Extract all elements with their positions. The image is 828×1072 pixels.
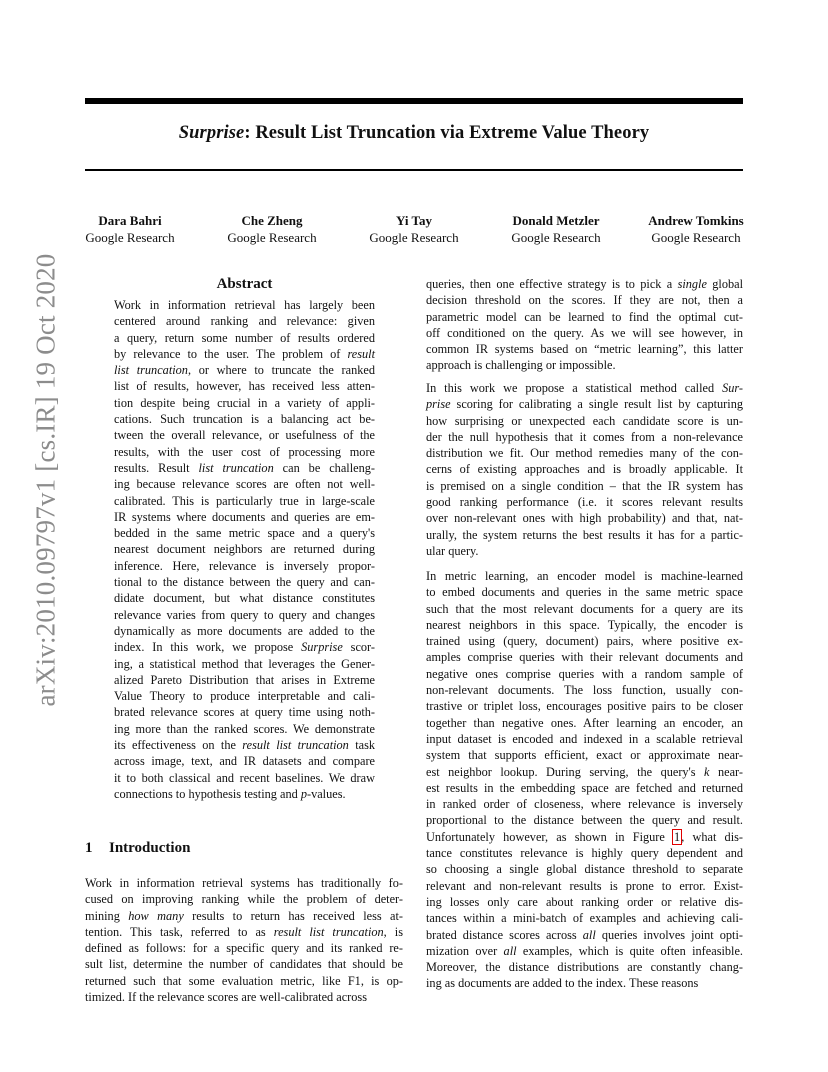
text-line: trained using (query, document) pairs, where positive ex- bbox=[426, 634, 743, 649]
text-line: common IR systems based on “metric learning”, this latter bbox=[426, 342, 743, 357]
text-line: nearest neighbors in this space. Typically, the encoder is bbox=[426, 617, 743, 632]
text-line: tance constitutes relevance is highly query dependent and bbox=[426, 846, 743, 861]
text-line: a query, return some number of results ordered bbox=[114, 330, 375, 345]
text-line: across image, text, and IR datasets and compare bbox=[114, 754, 375, 769]
text-line: negative ones comprise queries with a random sample of bbox=[426, 666, 743, 681]
text-line: In this work we propose a statistical method called Sur- bbox=[426, 381, 743, 395]
text-line: inference. Here, relevance is inversely propor- bbox=[114, 558, 375, 573]
title-bottom-rule bbox=[85, 169, 743, 171]
text-line: ing because relevance scores are often not well- bbox=[114, 477, 375, 492]
text-line: ing losses only care about ranking order or relative dis- bbox=[426, 894, 743, 909]
text-line: approach is challenging or impossible. bbox=[426, 358, 616, 373]
text-line: sult list, determine the number of candidates that should be bbox=[85, 957, 403, 972]
author bbox=[486, 212, 626, 246]
text-line: ing as documents are added to the index. These reasons bbox=[426, 976, 699, 991]
text-line: in ranked order of closeness, where relevance is inversely bbox=[426, 797, 743, 812]
text-line: calibrated. This is particularly true in large-scale bbox=[114, 493, 375, 508]
author-name: Andrew Tomkins bbox=[648, 213, 744, 228]
text-line: timized. If the relevance scores are well-calibrated across bbox=[85, 990, 367, 1005]
text-line: good ranking performance (i.e. it scores relevant results bbox=[426, 495, 743, 510]
right-paragraph-1 bbox=[426, 276, 743, 374]
text-line: brated distance scores across all queries involves joint opti- bbox=[426, 927, 743, 942]
text-line: connections to hypothesis testing and p-values. bbox=[114, 786, 346, 801]
text-line: together than negative ones. After learning an encoder, an bbox=[426, 715, 743, 730]
intro-paragraph bbox=[85, 875, 403, 1005]
text-line: it to both classical and recent baselines. We draw bbox=[114, 770, 375, 785]
text-line: index. In this work, we propose Surprise scor- bbox=[114, 640, 375, 655]
text-line: In metric learning, an encoder model is machine-learned bbox=[426, 569, 743, 583]
text-line: off conditioned on the query. As we will see however, in bbox=[426, 325, 743, 340]
text-line: is premised on a single condition – that the IR system has bbox=[426, 478, 743, 493]
text-line: centered around ranking and relevance: given bbox=[114, 314, 375, 329]
text-line: so choosing a single global distance threshold to separate bbox=[426, 862, 743, 877]
text-line: Work in information retrieval systems has traditionally fo- bbox=[85, 876, 403, 890]
right-paragraph-3 bbox=[426, 568, 743, 992]
text-line: system that supports efficient, exact or approximate near- bbox=[426, 748, 743, 763]
section-number: 1 bbox=[85, 840, 93, 856]
text-line: ular query. bbox=[426, 543, 479, 558]
text-line: alized Pareto Distribution that arises in Extreme bbox=[114, 672, 375, 687]
text-line: Work in information retrieval has largely been bbox=[114, 298, 375, 312]
title-text: : Result List Truncation via Extreme Value Theory bbox=[244, 123, 650, 143]
text-line: brated relevance scores at query time using noth- bbox=[114, 705, 375, 720]
text-line: over non-relevant ones with high probability) and that, nat- bbox=[426, 511, 743, 526]
text-line: relevant and non-relevant results is prone to error. Exist- bbox=[426, 878, 743, 893]
text-line: amples comprise queries with their relevant documents and bbox=[426, 650, 743, 665]
text-line: list of results, however, has received less atten- bbox=[114, 379, 375, 394]
abstract-body bbox=[114, 297, 375, 802]
text-line: Moreover, the distance distributions are constantly chang- bbox=[426, 960, 743, 975]
text-line: urally, the system returns the best results it has for a partic- bbox=[426, 527, 743, 542]
text-line: how surprising or unexpected each candidate score is un- bbox=[426, 413, 743, 428]
text-line: results. Result list truncation can be challeng- bbox=[114, 460, 375, 475]
text-line: non-relevant documents. The loss function, usually con- bbox=[426, 683, 743, 698]
text-line: relevance varies from query to query and changes bbox=[114, 607, 375, 622]
author-list bbox=[60, 212, 790, 252]
text-line: results, with the user cost of processing more bbox=[114, 444, 375, 459]
author bbox=[626, 212, 766, 246]
right-paragraph-2 bbox=[426, 380, 743, 559]
text-line: mining how many results to return has received less at- bbox=[85, 908, 404, 923]
text-line: Value Theory to produce interpretable and cali- bbox=[114, 689, 375, 704]
text-line: Unfortunately however, as shown in Figure 1, what dis- bbox=[426, 829, 743, 844]
text-line: such that the most relevant documents for a query are its bbox=[426, 601, 743, 616]
text-line: dynamically as more documents are added to the bbox=[114, 623, 375, 638]
text-line: decision threshold on the scores. If they are not, then a bbox=[426, 293, 743, 308]
section-heading bbox=[85, 840, 190, 857]
author-affiliation: Google Research bbox=[511, 230, 601, 245]
author-affiliation: Google Research bbox=[651, 230, 741, 245]
author bbox=[202, 212, 342, 246]
title-emphasis: Surprise bbox=[178, 123, 245, 143]
text-line: est results in the embedding space are fetched and returned bbox=[426, 780, 743, 795]
text-line: its effectiveness on the result list truncation task bbox=[114, 738, 375, 753]
text-line: list truncation, or where to truncate the ranked bbox=[114, 363, 375, 378]
author bbox=[60, 212, 200, 246]
text-line: queries, then one effective strategy is to pick a single global bbox=[426, 277, 744, 291]
text-line: cations. Such truncation is a balancing act be- bbox=[114, 412, 375, 427]
text-line: tances within a mini-batch of examples and achieving cali- bbox=[426, 911, 743, 926]
text-line: cused on improving ranking while the problem of deter- bbox=[85, 892, 403, 907]
paper-title bbox=[85, 123, 743, 144]
text-line: returned such that some evaluation metric, like F1, is op- bbox=[85, 973, 403, 988]
text-line: distribution we fit. Our method remedies many of the con- bbox=[426, 446, 743, 461]
figure-reference[interactable]: 1 bbox=[674, 829, 681, 844]
text-line: est neighbor lookup. During serving, the query's k near- bbox=[426, 764, 743, 779]
text-line: to embed documents and queries in the same metric space bbox=[426, 585, 743, 600]
author bbox=[344, 212, 484, 246]
author-name: Che Zheng bbox=[241, 213, 303, 228]
section-title: Introduction bbox=[109, 840, 191, 856]
text-line: by relevance to the user. The problem of result bbox=[114, 346, 375, 361]
text-line: input dataset is encoded and indexed in a scalable retrieval bbox=[426, 731, 743, 746]
author-affiliation: Google Research bbox=[85, 230, 175, 245]
text-line: ing, a statistical method that leverages the Gener- bbox=[114, 656, 375, 671]
author-name: Yi Tay bbox=[395, 213, 432, 228]
text-line: IR systems where documents and queries are em- bbox=[114, 509, 375, 524]
text-line: cerns of existing approaches and is broadly applicable. It bbox=[426, 462, 743, 477]
text-line: tional to the distance between the query and can- bbox=[114, 575, 375, 590]
text-line: bedded in the same metric space and a query's bbox=[114, 526, 375, 541]
text-line: proportional to the distance between the query and result. bbox=[426, 813, 743, 828]
text-line: nearest document neighbors are returned during bbox=[114, 542, 375, 557]
text-line: ing more than the ranked scores. We demonstrate bbox=[114, 721, 375, 736]
text-line: prise scoring for calibrating a single result list by capturing bbox=[426, 397, 743, 412]
author-affiliation: Google Research bbox=[369, 230, 459, 245]
arxiv-stamp: arXiv:2010.09797v1 [cs.IR] 19 Oct 2020 bbox=[30, 253, 61, 707]
text-line: didate document, but what distance constitutes bbox=[114, 591, 375, 606]
text-line: parametric model can be learned to find the optimal cut- bbox=[426, 309, 743, 324]
text-line: tion despite being crucial in a variety of appli- bbox=[114, 395, 375, 410]
text-line: mization over all examples, which is quite often infeasible. bbox=[426, 943, 743, 958]
title-top-rule bbox=[85, 98, 743, 104]
author-affiliation: Google Research bbox=[227, 230, 317, 245]
abstract-heading: Abstract bbox=[216, 276, 273, 292]
text-line: tention. This task, referred to as result list truncation, is bbox=[85, 924, 403, 939]
text-line: tween the overall relevance, or usefulness of the bbox=[114, 428, 375, 443]
text-line: trastive or triplet loss, encourages positive pairs to be closer bbox=[426, 699, 743, 714]
author-name: Donald Metzler bbox=[512, 213, 600, 228]
text-line: defined as follows: for a specific query and its ranked re- bbox=[85, 941, 403, 956]
author-name: Dara Bahri bbox=[98, 213, 162, 228]
text-line: der the null hypothesis that it comes from a non-relevance bbox=[426, 429, 743, 444]
